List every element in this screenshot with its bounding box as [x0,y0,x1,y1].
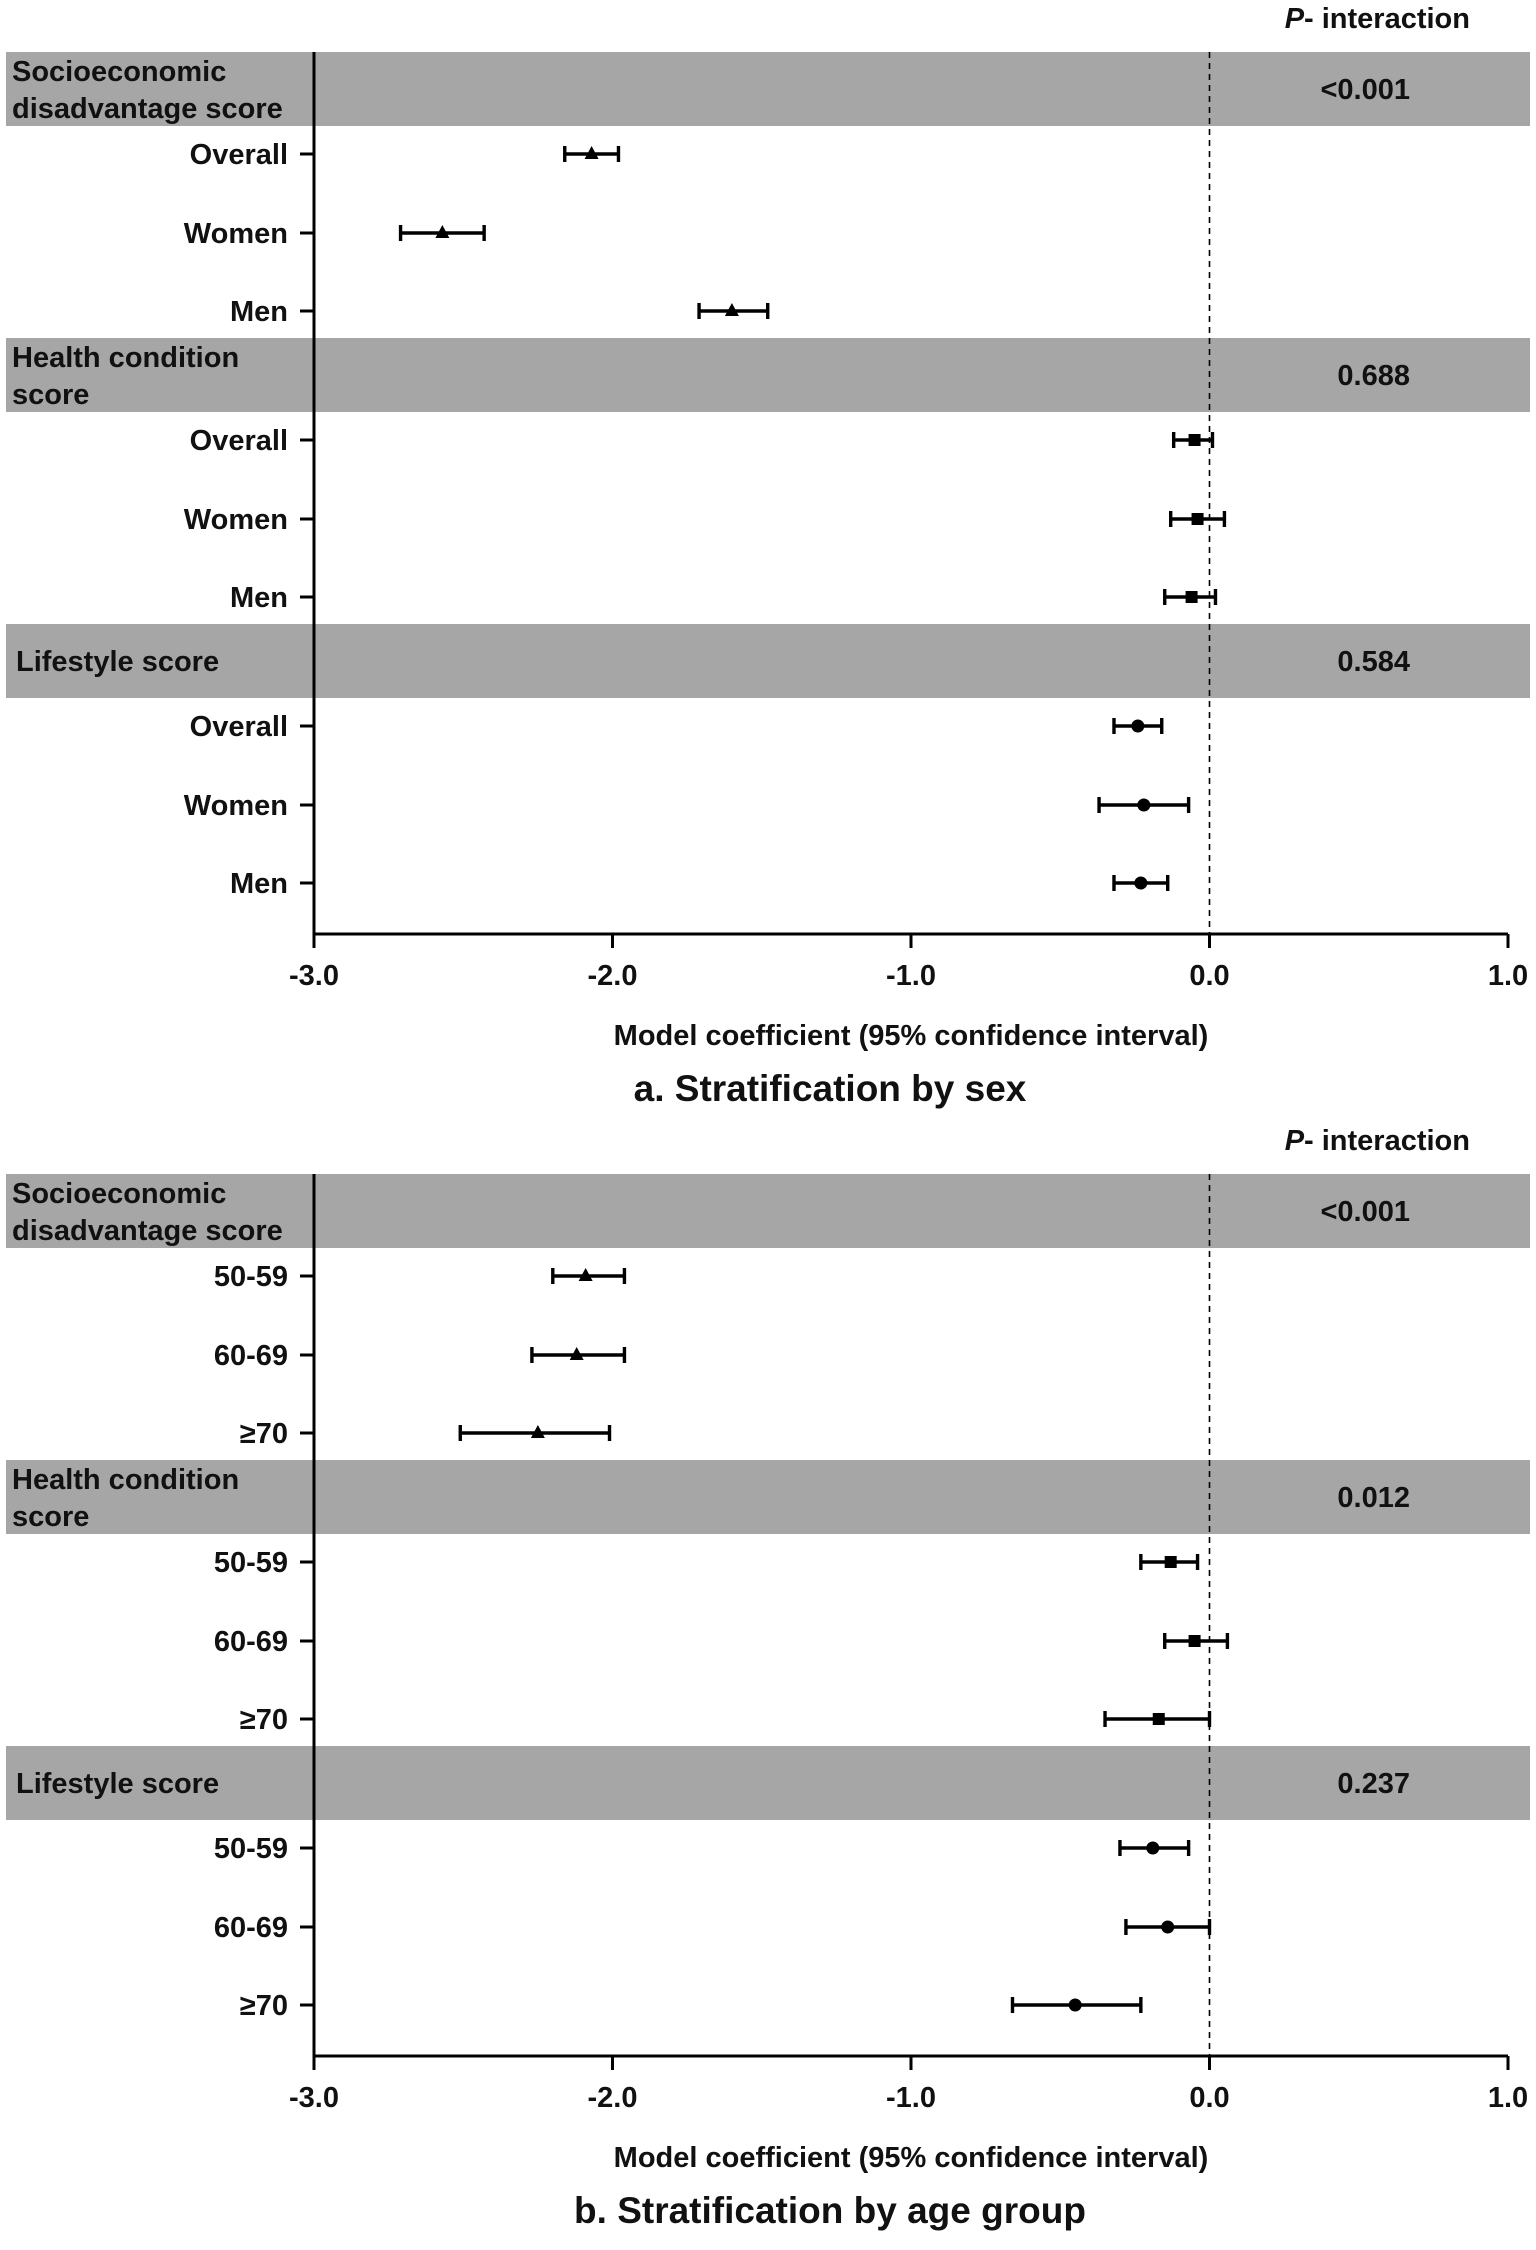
group-label-line: disadvantage score [12,1215,283,1247]
p-interaction-prefix: P [1284,3,1305,35]
group-label-line: Health condition [12,342,240,374]
point-estimate-square [1186,591,1198,603]
group-label-line: score [12,379,90,411]
row-label: Women [183,218,288,250]
row-label: Women [183,790,288,822]
row-label: Women [183,504,288,536]
p-interaction-value: 0.237 [1337,1768,1410,1800]
row-label: Overall [189,139,288,171]
group-label-line: Socioeconomic [12,56,227,88]
x-tick-label: -3.0 [289,2082,339,2114]
x-axis-label: Model coefficient (95% confidence interval) [613,1020,1209,1052]
panel-title: a. Stratification by sex [633,1068,1027,1109]
panel-title: b. Stratification by age group [574,2190,1086,2231]
x-tick-label: 0.0 [1189,960,1230,992]
p-interaction-value: <0.001 [1320,1196,1410,1228]
row-label: ≥70 [239,1990,288,2022]
forest-panel-a [6,3,1530,1109]
row-label: 50-59 [213,1833,288,1865]
x-tick-label: -2.0 [587,960,638,992]
p-interaction-suffix: - interaction [1304,3,1470,35]
row-label: Men [230,868,288,900]
point-estimate-circle [1069,1999,1082,2012]
row-label: 60-69 [213,1912,288,1944]
x-tick-label: -1.0 [886,960,936,992]
x-tick-label: 0.0 [1189,2082,1230,2114]
x-axis-label: Model coefficient (95% confidence interval) [613,2142,1209,2174]
row-label: Men [230,296,288,328]
p-interaction-value: 0.012 [1337,1482,1410,1514]
x-tick-label: 1.0 [1487,960,1529,992]
x-tick-label: -2.0 [587,2082,638,2114]
forest-panel-b [6,1125,1530,2231]
group-label-line: Health condition [12,1464,240,1496]
point-estimate-circle [1146,1842,1159,1855]
row-label: ≥70 [239,1704,288,1736]
point-estimate-circle [1161,1921,1174,1934]
row-label: 60-69 [213,1340,288,1372]
p-interaction-value: 0.584 [1337,646,1410,678]
x-tick-label: -3.0 [289,960,339,992]
point-estimate-square [1192,513,1204,525]
point-estimate-square [1165,1556,1177,1568]
p-interaction-value: 0.688 [1337,360,1410,392]
x-tick-label: 1.0 [1487,2082,1529,2114]
group-label: Lifestyle score [16,1768,220,1800]
group-label: Lifestyle score [16,646,220,678]
point-estimate-square [1189,1635,1201,1647]
p-interaction-header [1285,3,1470,35]
row-label: 50-59 [213,1547,288,1579]
row-label: 50-59 [213,1261,288,1293]
row-label: Overall [189,425,288,457]
group-label-line: disadvantage score [12,93,283,125]
row-label: ≥70 [239,1418,288,1450]
group-label-line: score [12,1501,90,1533]
group-label-line: Socioeconomic [12,1178,227,1210]
row-label: Men [230,582,288,614]
point-estimate-circle [1137,799,1150,812]
group-band [6,624,1530,698]
row-label: 60-69 [213,1626,288,1658]
row-label: Overall [189,711,288,743]
p-interaction-prefix: P [1284,1125,1305,1157]
point-estimate-square [1153,1713,1165,1725]
p-interaction-suffix: - interaction [1304,1125,1470,1157]
group-band [6,1746,1530,1820]
p-interaction-value: <0.001 [1320,74,1410,106]
p-interaction-header [1285,1125,1470,1157]
point-estimate-circle [1134,877,1147,890]
point-estimate-square [1189,434,1201,446]
point-estimate-circle [1131,720,1144,733]
x-tick-label: -1.0 [886,2082,936,2114]
